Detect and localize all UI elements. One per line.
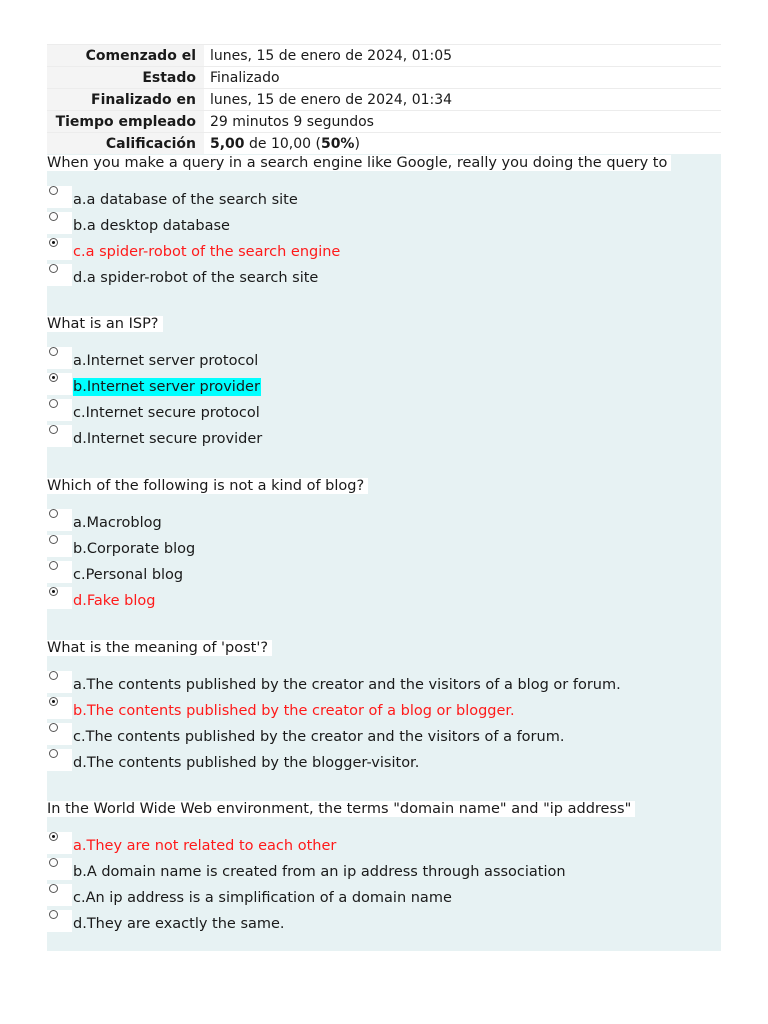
finished-label: Finalizado en bbox=[47, 89, 204, 111]
option-label: c.Internet secure protocol bbox=[73, 405, 260, 421]
radio-button[interactable] bbox=[49, 212, 58, 221]
radio-button-selected[interactable] bbox=[49, 587, 58, 596]
question-text: Which of the following is not a kind of blog? bbox=[47, 478, 368, 494]
grade-close: ) bbox=[354, 135, 360, 152]
option-label: b.Corporate blog bbox=[73, 541, 196, 557]
question-text: What is an ISP? bbox=[47, 316, 163, 332]
radio-button[interactable] bbox=[49, 884, 58, 893]
radio-button[interactable] bbox=[49, 749, 58, 758]
option-label: d.The contents published by the blogger-visitor. bbox=[73, 755, 420, 771]
option-label: b.A domain name is created from an ip address through association bbox=[73, 864, 566, 880]
radio-button[interactable] bbox=[49, 910, 58, 919]
radio-button[interactable] bbox=[49, 264, 58, 273]
radio-button[interactable] bbox=[49, 186, 58, 195]
option-label-wrong: c.a spider-robot of the search engine bbox=[73, 244, 341, 260]
question-text: In the World Wide Web environment, the terms "domain name" and "ip address" bbox=[47, 801, 635, 817]
radio-button[interactable] bbox=[49, 399, 58, 408]
option-label: a.The contents published by the creator and the visitors of a blog or forum. bbox=[73, 677, 621, 693]
radio-button-selected[interactable] bbox=[49, 697, 58, 706]
option-label: c.Personal blog bbox=[73, 567, 184, 583]
radio-button[interactable] bbox=[49, 858, 58, 867]
option-label: a.Internet server protocol bbox=[73, 353, 259, 369]
grade-percent: 50% bbox=[320, 135, 355, 152]
radio-button-selected[interactable] bbox=[49, 832, 58, 841]
summary-row-grade bbox=[47, 133, 721, 155]
option-label: c.An ip address is a simplification of a domain name bbox=[73, 890, 452, 906]
option-label: a.Macroblog bbox=[73, 515, 162, 531]
option-label: a.a database of the search site bbox=[73, 192, 298, 208]
radio-button[interactable] bbox=[49, 561, 58, 570]
option-label-wrong: b.The contents published by the creator of a blog or blogger. bbox=[73, 703, 515, 719]
radio-button-selected[interactable] bbox=[49, 238, 58, 247]
question-text: What is the meaning of 'post'? bbox=[47, 640, 272, 656]
summary-row-finished bbox=[47, 89, 721, 111]
attempt-summary-table bbox=[47, 44, 721, 155]
summary-row-started bbox=[47, 45, 721, 67]
state-value: Finalizado bbox=[204, 67, 721, 89]
option-label: d.Internet secure provider bbox=[73, 431, 263, 447]
summary-row-time bbox=[47, 111, 721, 133]
option-label-wrong: d.Fake blog bbox=[73, 593, 156, 609]
started-value: lunes, 15 de enero de 2024, 01:05 bbox=[204, 45, 721, 67]
question-text: When you make a query in a search engine like Google, really you doing the query to bbox=[47, 155, 671, 171]
option-label-correct: b.Internet server provider bbox=[73, 379, 260, 395]
radio-button[interactable] bbox=[49, 535, 58, 544]
option-label: d.They are exactly the same. bbox=[73, 916, 285, 932]
grade-score: 5,00 bbox=[210, 135, 245, 152]
option-label: b.a desktop database bbox=[73, 218, 230, 234]
radio-button-selected[interactable] bbox=[49, 373, 58, 382]
radio-button[interactable] bbox=[49, 347, 58, 356]
time-value: 29 minutos 9 segundos bbox=[204, 111, 721, 133]
started-label: Comenzado el bbox=[47, 45, 204, 67]
radio-button[interactable] bbox=[49, 671, 58, 680]
summary-row-state bbox=[47, 67, 721, 89]
radio-button[interactable] bbox=[49, 425, 58, 434]
option-label-wrong: a.They are not related to each other bbox=[73, 838, 337, 854]
radio-button[interactable] bbox=[49, 509, 58, 518]
option-label: d.a spider-robot of the search site bbox=[73, 270, 319, 286]
grade-label: Calificación bbox=[47, 133, 204, 155]
finished-value: lunes, 15 de enero de 2024, 01:34 bbox=[204, 89, 721, 111]
option-label: c.The contents published by the creator and the visitors of a forum. bbox=[73, 729, 565, 745]
state-label: Estado bbox=[47, 67, 204, 89]
time-label: Tiempo empleado bbox=[47, 111, 204, 133]
grade-of: de 10,00 ( bbox=[244, 135, 321, 152]
grade-value bbox=[204, 133, 721, 155]
radio-button[interactable] bbox=[49, 723, 58, 732]
